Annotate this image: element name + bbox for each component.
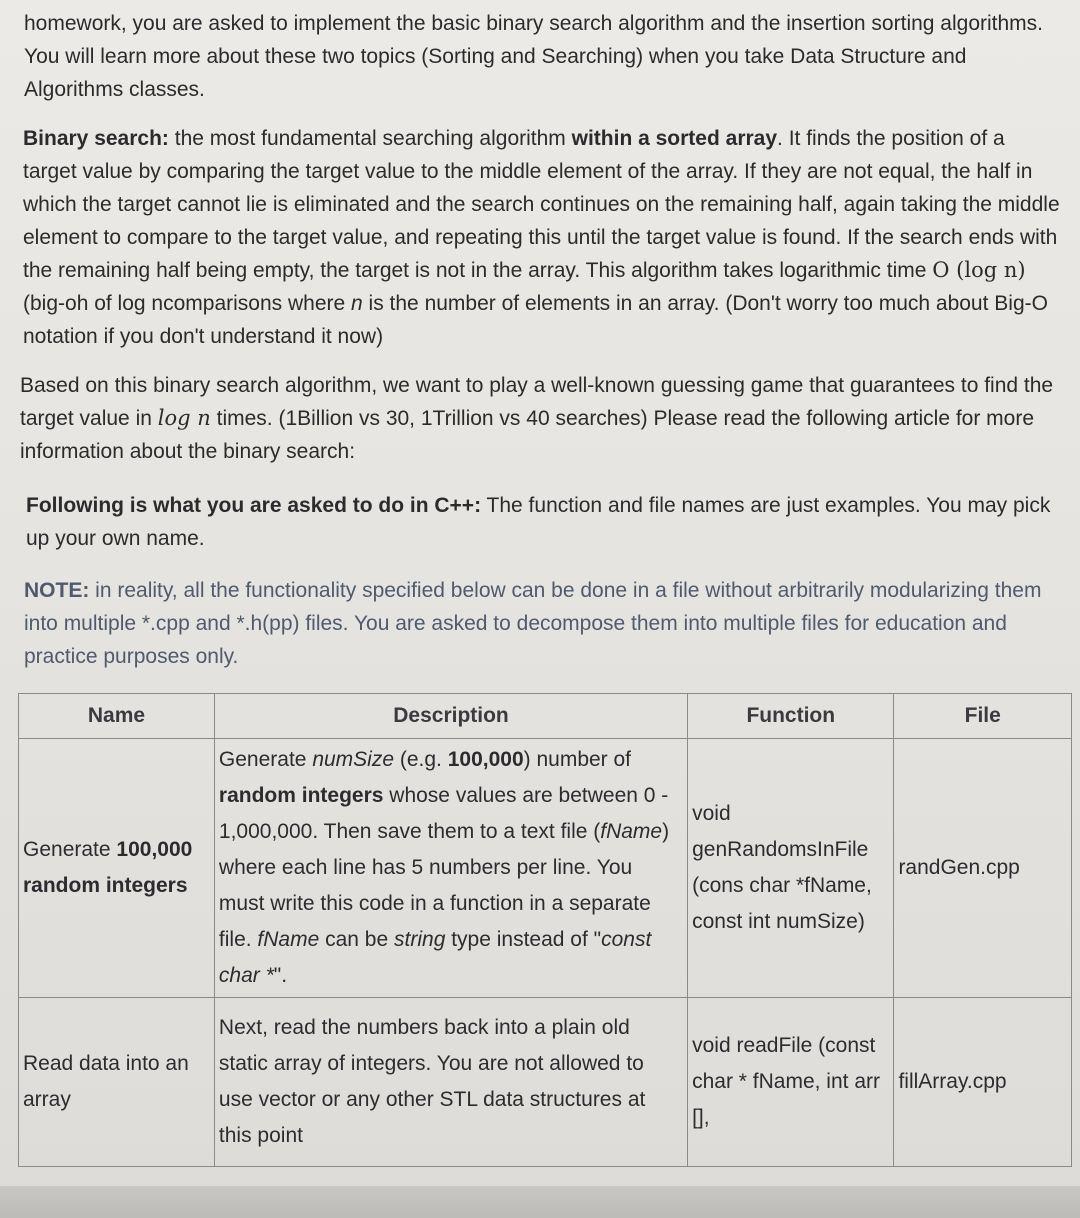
row-file-cell: randGen.cpp xyxy=(894,739,1072,998)
desc-text: (e.g. xyxy=(394,748,448,771)
binary-search-paragraph xyxy=(23,122,1063,353)
desc-numsize: numSize xyxy=(312,748,395,771)
page-bottom-edge xyxy=(0,1186,1080,1218)
name-text-2: random integers xyxy=(23,874,188,897)
row-name-cell: Read data into an array xyxy=(19,998,215,1167)
name-text: Generate xyxy=(23,838,117,861)
row-description-cell xyxy=(214,739,687,998)
header-function: Function xyxy=(688,694,894,739)
log-n-notation: log n xyxy=(157,406,211,430)
row-function-cell: void readFile (const char * fName, int arr [], xyxy=(688,998,894,1167)
binary-search-label: Binary search: xyxy=(23,127,169,150)
desc-text: ) where each line has 5 numbers per line. You must write this code in a function in a separate file. xyxy=(218,820,670,951)
note-paragraph xyxy=(24,574,1080,673)
row-file-cell: fillArray.cpp xyxy=(894,998,1072,1167)
n-variable: n xyxy=(351,292,363,315)
note-label: NOTE: xyxy=(24,579,90,602)
table-header-row xyxy=(19,694,1072,739)
header-name: Name xyxy=(19,694,215,739)
row-name-cell xyxy=(19,739,215,998)
desc-text: ". xyxy=(273,964,288,987)
based-on-paragraph xyxy=(20,369,1060,468)
desc-text: type instead of " xyxy=(445,928,602,951)
desc-text: ) number of xyxy=(523,748,632,771)
table-row xyxy=(19,998,1072,1167)
desc-string: string xyxy=(394,928,446,951)
desc-const-char: const char * xyxy=(218,928,652,987)
header-description: Description xyxy=(214,694,687,739)
desc-bold: random integers xyxy=(218,784,384,807)
instructions-label: Following is what you are asked to do in C++: xyxy=(26,494,482,517)
row-function-cell: void genRandomsInFile (cons char *fName, const int numSize) xyxy=(688,739,894,998)
desc-text: can be xyxy=(319,928,395,951)
desc-fname: fName xyxy=(600,820,663,843)
name-bold: 100,000 xyxy=(116,838,193,861)
based-on-text-1: Based on this binary search algorithm, we want to play a well-known guessing game that guarantees to find the target value in xyxy=(20,374,1054,430)
binary-search-text-3: (big-oh of log ncomparisons where xyxy=(23,292,352,315)
desc-fname: fName xyxy=(257,928,320,951)
desc-bold: 100,000 xyxy=(447,748,524,771)
based-on-text-2: times. (1Billion vs 30, 1Trillion vs 40 searches) Please read the following article for more information about the binary search: xyxy=(20,407,1035,463)
requirements-table xyxy=(18,693,1072,1167)
note-text: in reality, all the functionality specified below can be done in a file without arbitrarily modularizing them into multiple *.cpp and *.h(pp) files. You are asked to decompose them into multiple files for education and practice purposes only. xyxy=(24,579,1042,668)
header-file: File xyxy=(894,694,1072,739)
instructions-paragraph xyxy=(26,489,1066,555)
binary-search-text-1: the most fundamental searching algorithm xyxy=(168,127,572,150)
instructions-text: The function and file names are just examples. You may pick up your own name. xyxy=(26,494,1051,550)
row-description-cell: Next, read the numbers back into a plain old static array of integers. You are not allowed to use vector or any other STL data structures at this point xyxy=(214,998,687,1167)
binary-search-text-2: . It finds the position of a target value by comparing the target value to the middle element of the array. If they are not equal, the half in which the target cannot lie is eliminated and the search continues on the remaining half, again taking the middle element to compare to the target value, and repeating this until the target value is found. If the search ends with the remaining half being empty, the target is not in the array. This algorithm takes logarithmic time xyxy=(23,127,1060,282)
intro-paragraph xyxy=(24,7,1054,106)
binary-search-text-4: is the number of elements in an array. (Don't worry too much about Big-O notation if you don't understand it now) xyxy=(23,292,1048,348)
intro-text: homework, you are asked to implement the basic binary search algorithm and the insertion sorting algorithms. You will learn more about these two topics (Sorting and Searching) when you take Data Structure and Algorithms classes. xyxy=(24,12,1044,101)
big-o-notation: O (log n) xyxy=(932,258,1026,282)
sorted-array-phrase: within a sorted array xyxy=(571,127,778,150)
desc-text: whose values are between 0 - 1,000,000. Then save them to a text file ( xyxy=(218,784,669,843)
table-row xyxy=(19,739,1072,998)
desc-text: Generate xyxy=(218,748,313,771)
